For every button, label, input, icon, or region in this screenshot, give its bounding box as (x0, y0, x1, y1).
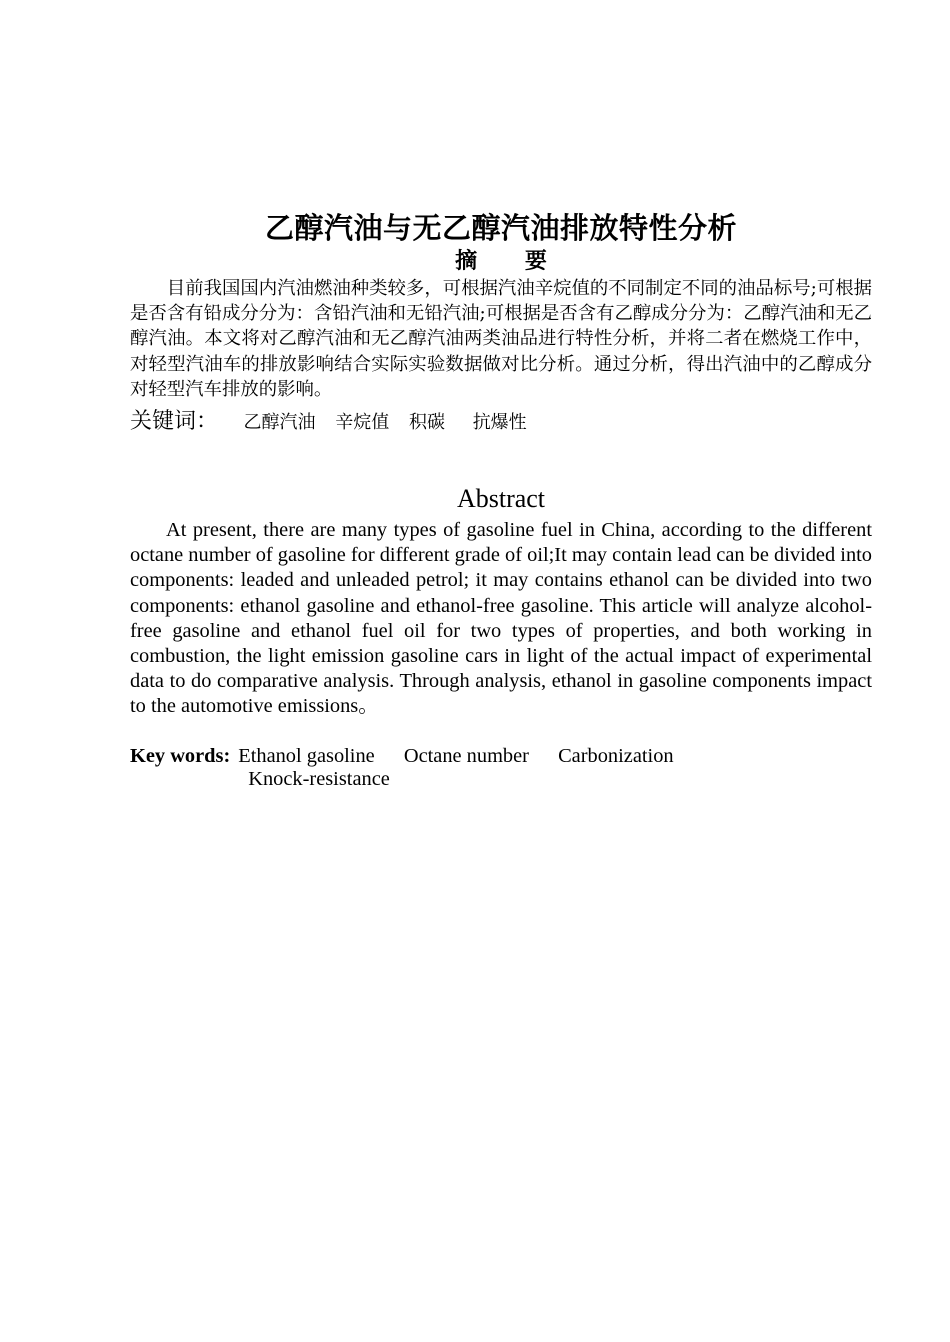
keyword-en-item: Octane number (403, 744, 529, 767)
keywords-cn (130, 408, 872, 437)
keyword-en-item: Ethanol gasoline (238, 744, 375, 767)
abstract-text-en: At present, there are many types of gasoline fuel in China, according to the different octane number of gasoline for different grade of oil;It may contain lead can be divided into components: leaded and unleaded petrol; it may contains ethanol can be divided into two components: ethanol gasoline and ethanol-free gasoline. This article will analyze alcohol-free gasoline and ethanol fuel oil for two types of properties, and both working in combustion, the light emission gasoline cars in light of the actual impact of experimental data to do comparative analysis. Through analysis, ethanol in gasoline components impact to the automotive emissions。 (130, 519, 872, 718)
keywords-en (130, 745, 872, 791)
abstract-heading-cn: 摘 要 (455, 249, 567, 274)
keywords-en-label: Key words: (130, 744, 231, 767)
keywords-cn-label: 关键词： (130, 409, 219, 435)
keywords-en-list (238, 745, 708, 791)
document-page (130, 208, 872, 791)
keyword-en-item: Knock-resistance (248, 767, 390, 790)
keyword-en-item: Carbonization (558, 744, 674, 767)
abstract-text-cn: 目前我国国内汽油燃油种类较多，可根据汽油辛烷值的不同制定不同的油品标号;可根据是否含有铅成分分为：含铅汽油和无铅汽油;可根据是否含有乙醇成分分为：乙醇汽油和无乙醇汽油。本文将对乙醇汽油和无乙醇汽油两类油品进行特性分析，并将二者在燃烧工作中，对轻型汽油车的排放影响结合实际实验数据做对比分析。通过分析，得出汽油中的乙醇成分对轻型汽车排放的影响。 (130, 278, 872, 400)
keyword-cn-item: 辛烷值 (335, 412, 390, 434)
keyword-cn-item: 乙醇汽油 (243, 412, 316, 434)
keyword-cn-item: 抗爆性 (472, 412, 527, 434)
keyword-cn-item: 积碳 (408, 412, 445, 434)
document-title: 乙醇汽油与无乙醇汽油排放特性分析 (264, 211, 737, 245)
abstract-heading-en: Abstract (456, 484, 546, 514)
